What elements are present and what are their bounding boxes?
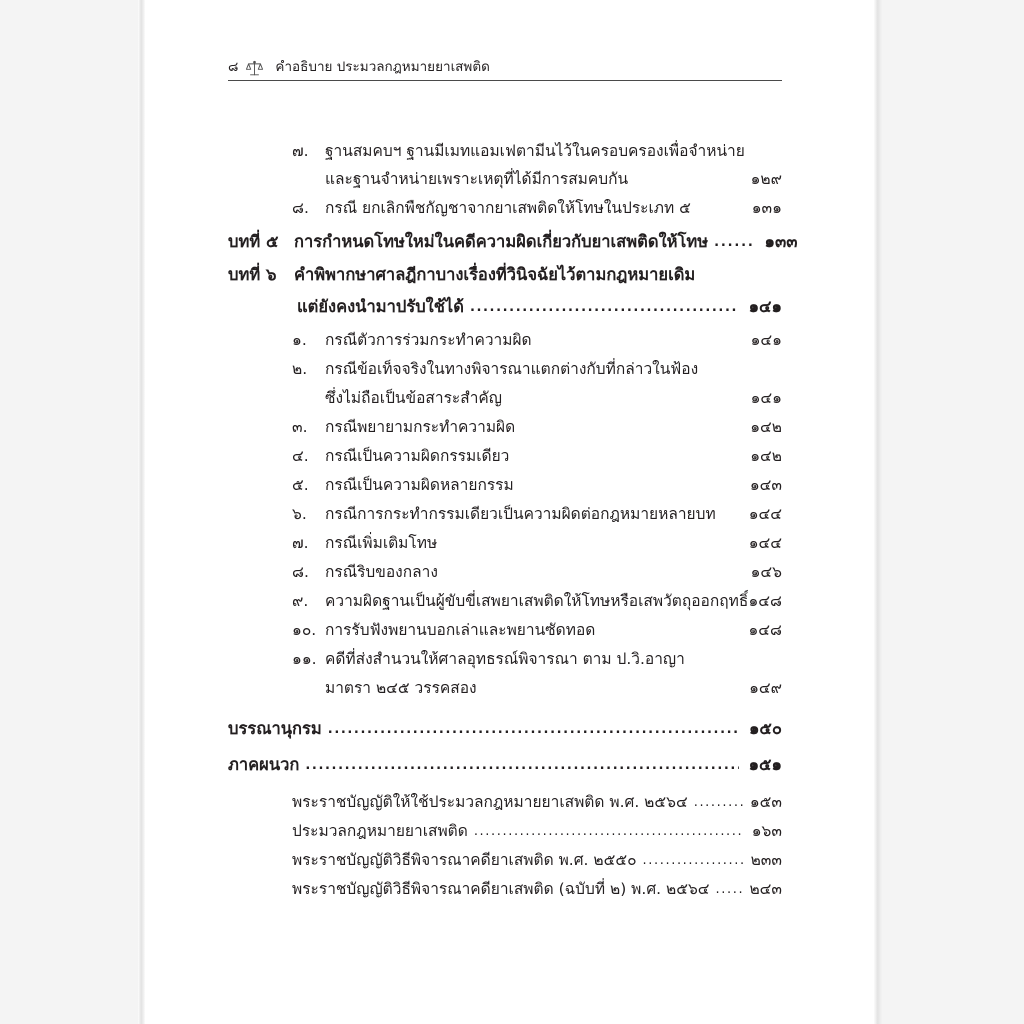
page-number: ๑๔๙: [749, 679, 783, 697]
toc-row[interactable]: [292, 472, 782, 497]
toc-section-bibliography[interactable]: [228, 716, 782, 742]
page-number: ๑๔๓: [749, 476, 782, 494]
page-number: ๑๔๒: [750, 418, 783, 436]
toc-row[interactable]: [292, 414, 782, 439]
chapter-number: บทที่ ๕: [228, 232, 279, 251]
toc-chapter-row[interactable]: [228, 262, 782, 288]
item-marker: ๒.: [292, 360, 308, 378]
item-label: กรณีเป็นความผิดหลายกรรม: [325, 476, 514, 494]
toc-chapter-row[interactable]: [228, 229, 798, 255]
dot-leader: [474, 824, 743, 839]
item-label: การรับฟังพยานบอกเล่าและพยานซัดทอด: [325, 621, 596, 639]
page-number: ๒๓๓: [750, 851, 782, 869]
page-number: ๑๔๖: [750, 563, 783, 581]
appendix-entry-label: พระราชบัญญัติวิธีพิจารณาคดียาเสพติด (ฉบับที่ ๒) พ.ศ. ๒๕๖๔: [292, 880, 710, 898]
appendix-entry-label: ประมวลกฎหมายยาเสพติด: [292, 822, 468, 840]
page-number: ๑๖๓: [751, 822, 782, 840]
appendix-entry-label: พระราชบัญญัติวิธีพิจารณาคดียาเสพติด พ.ศ. ๒๕๕๐: [292, 851, 637, 869]
item-label: กรณีตัวการร่วมกระทำความผิด: [325, 331, 532, 349]
toc-row[interactable]: [292, 501, 782, 526]
toc-appendix-entry[interactable]: [292, 818, 782, 843]
page-number: ๑๔๒: [750, 447, 782, 465]
item-label: คดีที่ส่งสำนวนให้ศาลอุทธรณ์พิจารณา ตาม ป.วิ.อาญา: [325, 650, 685, 668]
toc-section-appendix[interactable]: [228, 752, 782, 778]
page-number: ๑๔๔: [748, 505, 782, 523]
section-label: บรรณานุกรม: [228, 719, 322, 738]
item-label: กรณีข้อเท็จจริงในทางพิจารณาแตกต่างกับที่กล่าวในฟ้อง: [325, 360, 699, 378]
item-label: กรณีการกระทำกรรมเดียวเป็นความผิดต่อกฎหมายหลายบท: [325, 505, 716, 523]
page-number: ๑๒๙: [750, 170, 783, 188]
toc-row[interactable]: [292, 559, 782, 584]
item-marker: ๓.: [292, 418, 308, 436]
item-label: ฐานสมคบฯ ฐานมีเมทแอมเฟตามีนไว้ในครอบครองเพื่อจำหน่าย: [325, 142, 745, 160]
header-rule: [228, 80, 782, 81]
toc-row[interactable]: [292, 530, 782, 555]
item-marker: ๕.: [292, 476, 309, 494]
item-label: กรณีพยายามกระทำความผิด: [325, 418, 516, 436]
item-marker: ๑.: [292, 331, 307, 349]
dot-leader: [716, 882, 743, 897]
item-marker: ๘.: [292, 199, 309, 217]
dot-leader: [714, 235, 754, 250]
toc-row-continuation[interactable]: [325, 385, 782, 410]
toc-appendix-entry[interactable]: [292, 789, 782, 814]
page-number: ๑๕๐: [748, 719, 782, 738]
toc-row[interactable]: [292, 646, 782, 671]
item-label-continued: มาตรา ๒๔๕ วรรคสอง: [325, 679, 477, 697]
toc-row[interactable]: [292, 588, 782, 613]
page-gutter-right: [874, 0, 883, 1024]
page-number: ๑๔๑: [750, 331, 782, 349]
toc-row[interactable]: [292, 195, 782, 220]
toc-row[interactable]: [292, 327, 782, 352]
scales-of-justice-icon: [245, 59, 264, 78]
running-head: [228, 55, 782, 81]
toc-chapter-row-continuation[interactable]: [297, 294, 782, 320]
page-number: ๑๔๔: [748, 534, 783, 552]
item-label-continued: และฐานจำหน่ายเพราะเหตุที่ได้มีการสมคบกัน: [325, 170, 629, 188]
toc-row[interactable]: [292, 356, 782, 381]
toc-row-continuation[interactable]: [325, 675, 782, 700]
dot-leader: [470, 300, 739, 315]
dot-leader: [643, 853, 743, 868]
item-marker: ๗.: [292, 534, 309, 552]
item-label: กรณีเพิ่มเติมโทษ: [325, 534, 438, 552]
item-marker: ๙.: [292, 592, 309, 610]
chapter-label-continued: แต่ยังคงนำมาปรับใช้ได้: [297, 297, 464, 316]
item-marker: ๑๑.: [292, 650, 317, 668]
appendix-entry-label: พระราชบัญญัติให้ใช้ประมวลกฎหมายยาเสพติด พ.ศ. ๒๕๖๔: [292, 793, 688, 811]
header-folio: ๘: [228, 59, 239, 76]
book-page: [145, 0, 874, 1024]
item-marker: ๔.: [292, 447, 309, 465]
chapter-label: คำพิพากษาศาลฎีกาบางเรื่องที่วินิจฉัยไว้ตามกฎหมายเดิม: [294, 265, 696, 284]
item-marker: ๗.: [292, 142, 309, 160]
item-label: กรณีเป็นความผิดกรรมเดียว: [325, 447, 510, 465]
toc-appendix-entry[interactable]: [292, 847, 782, 872]
toc-row[interactable]: [292, 138, 782, 163]
item-marker: ๑๐.: [292, 621, 317, 639]
header-title: คำอธิบาย ประมวลกฎหมายยาเสพติด: [275, 59, 490, 76]
item-label: กรณี ยกเลิกพืชกัญชาจากยาเสพติดให้โทษในประเภท ๕: [325, 199, 691, 217]
toc-row[interactable]: [292, 617, 782, 642]
dot-leader: [328, 722, 739, 737]
item-marker: ๘.: [292, 563, 309, 581]
item-marker: ๖.: [292, 505, 307, 523]
toc-appendix-entry[interactable]: [292, 876, 782, 901]
page-number: ๑๔๘: [748, 592, 782, 610]
dot-leader: [305, 758, 739, 773]
page-number: ๑๔๑: [750, 389, 782, 407]
page-number: ๑๓๓: [764, 232, 798, 251]
page-number: ๒๔๓: [749, 880, 782, 898]
page-number: ๑๔๘: [748, 621, 782, 639]
toc-row-continuation[interactable]: [325, 166, 782, 191]
item-label-continued: ซึ่งไม่ถือเป็นข้อสาระสำคัญ: [325, 389, 502, 407]
section-label: ภาคผนวก: [228, 755, 300, 774]
page-number: ๑๕๓: [749, 793, 782, 811]
toc-row[interactable]: [292, 443, 782, 468]
item-label: กรณีริบของกลาง: [325, 563, 438, 581]
dot-leader: [694, 795, 743, 810]
page-number: ๑๓๑: [751, 199, 782, 217]
chapter-label: การกำหนดโทษใหม่ในคดีความผิดเกี่ยวกับยาเสพติดให้โทษ: [294, 232, 709, 251]
page-gutter-left: [138, 0, 145, 1024]
page-number: ๑๕๑: [748, 755, 782, 774]
chapter-number: บทที่ ๖: [228, 265, 277, 284]
page-number: ๑๔๑: [748, 297, 782, 316]
item-label: ความผิดฐานเป็นผู้ขับขี่เสพยาเสพติดให้โทษหรือเสพวัตถุออกฤทธิ์: [325, 592, 748, 610]
